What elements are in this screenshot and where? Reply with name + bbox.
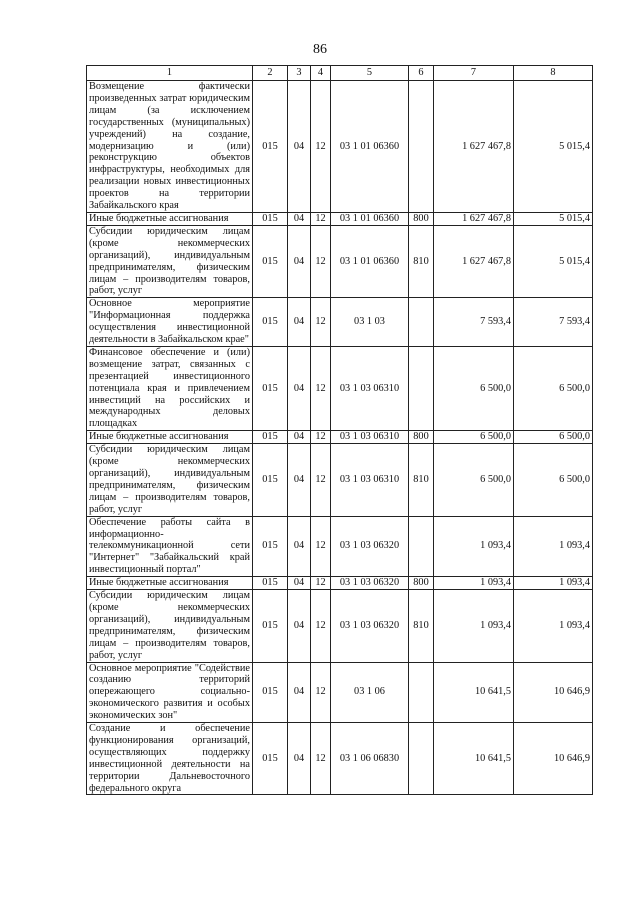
target-article-cell: 03 1 01 06360 [331, 225, 409, 297]
item-name-cell: Иные бюджетные ассигнования [87, 577, 253, 590]
expense-type-cell: 800 [409, 212, 434, 225]
amount-cell: 10 641,5 [434, 723, 514, 795]
column-header: 1 [87, 66, 253, 81]
admin-code-cell: 015 [253, 431, 288, 444]
section-cell: 04 [288, 212, 311, 225]
expense-type-cell: 810 [409, 444, 434, 516]
item-name-cell: Основное мероприятие "Содействие созданию территорий опережающего социально-экономического развития и особых экономических зон" [87, 662, 253, 723]
table-row [87, 516, 593, 577]
page-number: 86 [313, 42, 327, 57]
section-cell: 04 [288, 723, 311, 795]
section-cell: 04 [288, 590, 311, 662]
subsection-cell: 12 [311, 298, 331, 347]
expense-type-cell [409, 298, 434, 347]
item-name-cell: Возмещение фактически произведенных затрат юридическим лицам (за исключением государственных (муниципальных) учреждений) на создание, модернизацию и (или) реконструкцию объектов инфраструктуры, необходимых для реализации новых инвестиционных проектов на территории Забайкальского края [87, 81, 253, 213]
amount-cell: 1 093,4 [514, 590, 593, 662]
column-header: 4 [311, 66, 331, 81]
table-row [87, 431, 593, 444]
section-cell: 04 [288, 225, 311, 297]
item-name-cell: Субсидии юридическим лицам (кроме некоммерческих организаций), индивидуальным предпринимателям, физическим лицам – производителям товаров, работ, услуг [87, 590, 253, 662]
admin-code-cell: 015 [253, 346, 288, 430]
amount-cell: 1 627 467,8 [434, 225, 514, 297]
expense-type-cell [409, 516, 434, 577]
table-row [87, 590, 593, 662]
expense-type-cell: 810 [409, 225, 434, 297]
amount-cell: 1 627 467,8 [434, 81, 514, 213]
table-row [87, 346, 593, 430]
amount-cell: 1 093,4 [514, 516, 593, 577]
column-header: 7 [434, 66, 514, 81]
amount-cell: 10 646,9 [514, 662, 593, 723]
amount-cell: 1 093,4 [434, 577, 514, 590]
amount-cell: 5 015,4 [514, 81, 593, 213]
amount-cell: 7 593,4 [514, 298, 593, 347]
subsection-cell: 12 [311, 225, 331, 297]
amount-cell: 1 093,4 [434, 590, 514, 662]
target-article-cell: 03 1 03 [331, 298, 409, 347]
item-name-cell: Основное мероприятие "Информационная поддержка осуществления инвестиционной деятельности в Забайкальском крае" [87, 298, 253, 347]
budget-table [86, 65, 593, 795]
expense-type-cell: 800 [409, 431, 434, 444]
target-article-cell: 03 1 03 06320 [331, 577, 409, 590]
target-article-cell: 03 1 03 06310 [331, 431, 409, 444]
section-cell: 04 [288, 346, 311, 430]
target-article-cell: 03 1 03 06320 [331, 516, 409, 577]
table-header-row [87, 66, 593, 81]
subsection-cell: 12 [311, 516, 331, 577]
amount-cell: 6 500,0 [514, 431, 593, 444]
admin-code-cell: 015 [253, 298, 288, 347]
amount-cell: 6 500,0 [434, 431, 514, 444]
admin-code-cell: 015 [253, 225, 288, 297]
subsection-cell: 12 [311, 444, 331, 516]
column-header: 5 [331, 66, 409, 81]
admin-code-cell: 015 [253, 212, 288, 225]
section-cell: 04 [288, 444, 311, 516]
item-name-cell: Иные бюджетные ассигнования [87, 212, 253, 225]
amount-cell: 7 593,4 [434, 298, 514, 347]
target-article-cell: 03 1 06 06830 [331, 723, 409, 795]
table-row [87, 212, 593, 225]
subsection-cell: 12 [311, 431, 331, 444]
amount-cell: 10 646,9 [514, 723, 593, 795]
section-cell: 04 [288, 81, 311, 213]
admin-code-cell: 015 [253, 590, 288, 662]
amount-cell: 1 627 467,8 [434, 212, 514, 225]
target-article-cell: 03 1 03 06310 [331, 444, 409, 516]
expense-type-cell [409, 81, 434, 213]
section-cell: 04 [288, 431, 311, 444]
amount-cell: 6 500,0 [434, 346, 514, 430]
amount-cell: 6 500,0 [514, 346, 593, 430]
subsection-cell: 12 [311, 577, 331, 590]
item-name-cell: Обеспечение работы сайта в информационно-телекоммуникационной сети "Интернет" "Забайкальский край инвестиционный портал" [87, 516, 253, 577]
admin-code-cell: 015 [253, 444, 288, 516]
item-name-cell: Создание и обеспечение функционирования организаций, осуществляющих поддержку инвестиционной деятельности на территории Дальневосточного федерального округа [87, 723, 253, 795]
target-article-cell: 03 1 03 06320 [331, 590, 409, 662]
admin-code-cell: 015 [253, 723, 288, 795]
expense-type-cell [409, 723, 434, 795]
column-header: 3 [288, 66, 311, 81]
amount-cell: 5 015,4 [514, 225, 593, 297]
subsection-cell: 12 [311, 346, 331, 430]
amount-cell: 6 500,0 [434, 444, 514, 516]
admin-code-cell: 015 [253, 81, 288, 213]
item-name-cell: Субсидии юридическим лицам (кроме некоммерческих организаций), индивидуальным предпринимателям, физическим лицам – производителям товаров, работ, услуг [87, 444, 253, 516]
table-row [87, 444, 593, 516]
section-cell: 04 [288, 662, 311, 723]
subsection-cell: 12 [311, 81, 331, 213]
subsection-cell: 12 [311, 590, 331, 662]
column-header: 6 [409, 66, 434, 81]
item-name-cell: Субсидии юридическим лицам (кроме некоммерческих организаций), индивидуальным предпринимателям, физическим лицам – производителям товаров, работ, услуг [87, 225, 253, 297]
table-row [87, 662, 593, 723]
target-article-cell: 03 1 01 06360 [331, 81, 409, 213]
column-header: 2 [253, 66, 288, 81]
amount-cell: 5 015,4 [514, 212, 593, 225]
amount-cell: 1 093,4 [434, 516, 514, 577]
table-row [87, 81, 593, 213]
admin-code-cell: 015 [253, 577, 288, 590]
subsection-cell: 12 [311, 723, 331, 795]
expense-type-cell [409, 662, 434, 723]
expense-type-cell: 800 [409, 577, 434, 590]
section-cell: 04 [288, 298, 311, 347]
table-row [87, 225, 593, 297]
expense-type-cell: 810 [409, 590, 434, 662]
table-row [87, 723, 593, 795]
target-article-cell: 03 1 06 [331, 662, 409, 723]
amount-cell: 1 093,4 [514, 577, 593, 590]
subsection-cell: 12 [311, 662, 331, 723]
amount-cell: 10 641,5 [434, 662, 514, 723]
column-header: 8 [514, 66, 593, 81]
target-article-cell: 03 1 03 06310 [331, 346, 409, 430]
section-cell: 04 [288, 577, 311, 590]
admin-code-cell: 015 [253, 516, 288, 577]
table-row [87, 577, 593, 590]
target-article-cell: 03 1 01 06360 [331, 212, 409, 225]
amount-cell: 6 500,0 [514, 444, 593, 516]
section-cell: 04 [288, 516, 311, 577]
item-name-cell: Финансовое обеспечение и (или) возмещение затрат, связанных с презентацией инвестиционного потенциала края и привлечением инвестиций на российских и международных деловых площадках [87, 346, 253, 430]
table-row [87, 298, 593, 347]
admin-code-cell: 015 [253, 662, 288, 723]
item-name-cell: Иные бюджетные ассигнования [87, 431, 253, 444]
subsection-cell: 12 [311, 212, 331, 225]
expense-type-cell [409, 346, 434, 430]
